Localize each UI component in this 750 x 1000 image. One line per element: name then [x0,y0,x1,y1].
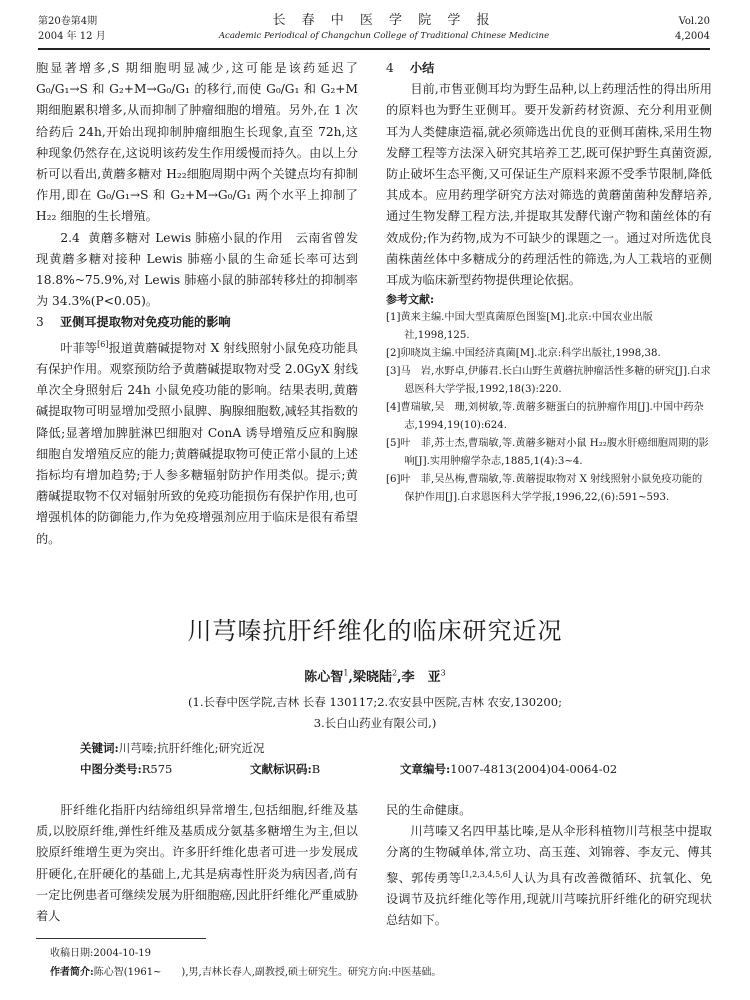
article-body-left [36,800,358,927]
keywords: 川芎嗪;抗肝纤维化;研究近况 [118,741,265,755]
reference-item: [5]叶 菲,苏士杰,曹瑞敏,等.黄蘑多糖对小鼠 H₂₂腹水肝癌细胞周期的影响[J].实用肿瘤学杂志,1885,1(4):3~4. [386,438,709,468]
article-number-label: 文章编号: [400,762,451,776]
section-number: 4 [386,61,394,75]
journal-name [168,12,600,43]
issue-info-left [38,14,106,44]
paragraph: 胞显著增多,S 期细胞明显减少,这可能是该药延迟了 G₀/G₁→S 和 G₂+M→G₀/G₁ 的移行,而使 G₀/G₁ 和 G₂+M 期细胞累积增多,从而抑制了肿瘤细胞的增殖。另外,在 1 次给药后 24h,开始出现抑制肿瘤细胞生长现象,直至 72h,这种现象仍然存在,这说明该药发生作用缓慢而持久。由以上分析可以看出,黄蘑多糖对 H₂₂细胞周期中两个关键点均有抑制作用,即在 G₀/G₁→S 和 G₂+M→G₀/G₁ 两个水平上抑制了 H₂₂ 细胞的生长增殖。 [36,61,358,224]
paragraph: 民的生命健康。 [386,803,472,817]
affiliation-mark: 2 [391,668,398,678]
section-3-heading [36,312,358,333]
journal-title-en: Academic Periodical of Changchun College of Traditional Chinese Medicine [218,31,550,41]
issue-info-right [675,14,710,44]
section-title: 小结 [410,61,435,75]
author-bio [50,963,710,982]
classification-row [80,759,700,780]
paragraph: 目前,市售亚侧耳均为野生品种,以上药理活性的得出所用的原料也为野生亚侧耳。要开发新药材资源、充分利用亚侧耳为人类健康造福,就必须筛选出优良的亚侧耳菌株,采用生物发酵工程等方法深入研究其培养工艺,既可保护野生真菌资源,防止破坏生态平衡,又可保证生产原料来源不受季节限制,降低其成本。应用药理学研究方法对筛选的黄蘑菌菌种发酵培养,通过生物发酵工程方法,并提取其发酵代谢产物和菌丝体的有效成份;作为药物,成为不可缺少的课题之一。通过对所选优良菌株菌丝体中多糖成分的药理活性的筛选,为人工栽培的亚侧耳成为临床新型药物提供理论依据。 [386,82,712,288]
paragraph [386,821,712,931]
journal-title-cn: 长 春 中 医 学 院 学 报 [272,13,496,28]
issue-date: 2004 年 12 月 [38,31,106,42]
prev-article-right-column [386,58,712,507]
author-line: 陈心智$^1$,梁晓陆$^2$,李 亚$^3$ [304,668,446,685]
volume-en: Vol.20 [678,16,710,27]
affiliation-mark: 3 [440,668,446,678]
reference-list [386,309,712,507]
affiliations [0,692,750,734]
clc-number: R575 [141,762,173,776]
section-2-4 [36,228,358,313]
paragraph-text: 人认为具有改善微循环、抗氧化、免设调节及抗纤维化等作用,现就川芎嗪抗肝纤维化的研究现状总结如下。 [386,870,713,928]
reference-item: [4]曹瑞敏,吴 珊,刘树敏,等.黄蘑多糖蛋白的抗肿瘤作用[J].中国中药杂志,1994,19(10):624. [386,402,704,432]
author-name: 陈心智 [304,670,344,685]
affiliation-line: (1.长春中医学院,吉林 长春 130117;2.农安县中医院,吉林 农安,130200; [188,695,562,709]
section-text: 黄蘑多糖对 Lewis 肺癌小鼠的作用 云南省曾发现黄蘑多糖对接种 Lewis 肺癌小鼠的生命延长率可达到 18.8%~75.9%,对 Lewis 肺癌小鼠的肺部转移灶的抑制率为 34.3%(P<0.05)。 [36,230,359,309]
running-header [38,10,710,50]
citation: [6] [97,339,109,349]
article-metadata [80,738,700,780]
section-4-heading [386,58,712,79]
issue-year-en: 4,2004 [675,31,710,42]
footnotes [50,944,710,982]
volume-issue: 第20卷第4期 [38,16,98,27]
footnote-divider [36,938,206,939]
author-bio-label: 作者简介: [50,967,94,978]
paragraph-text: 报道黄蘑碱提物对 X 射线照射小鼠免疫功能具有保护作用。观察预防给予黄蘑碱提取物对受 2.0GyX 射线单次全身照射后 24h 小鼠免疫功能的影响。结果表明,黄蘑碱提取物可明显增加受照小鼠脾、胸腺细胞数,减轻其指数的降低;显著增加脾脏淋巴细胞对 ConA 诱导增殖反应和胸腺细胞自发增殖反应的能力;黄蘑碱提取物可使正常小鼠的上述指标均有增加趋势;于人参多糖辐射防护作用类似。提示;黄蘑碱提取物不仅对辐射所致的免疫功能损伤有保护作用,也可增强机体的防御能力,作为免疫增强剂应用于临床是很有希望的。 [36,340,358,546]
reference-item: [2]卯晓岚主编.中国经济真菌[M].北京:科学出版社,1998,38. [386,348,661,360]
citation: [1,2,3,4,5,6] [461,869,511,879]
article-title: 川芎嗪抗肝纤维化的临床研究近况 [187,617,563,645]
author-bio-text: 陈心智(1961~ ),男,吉林长春人,副教授,硕士研究生。研究方向:中医基础。 [93,967,442,978]
article-number: 1007-4813(2004)04-0064-02 [450,762,618,776]
received-date: 收稿日期:2004-10-19 [50,948,152,959]
section-number: 3 [36,315,44,330]
clc-label: 中图分类号: [80,762,142,776]
paragraph-text: 叶菲等 [60,340,98,355]
section-number: 2.4 [60,230,80,245]
author-name: 李 亚 [401,670,441,685]
keywords-label: 关键词: [80,741,119,755]
paragraph: 肝纤维化指肝内结缔组织异常增生,包括细胞,纤维及基质,以胶原纤维,弹性纤维及基质成分氨基多糖增生为主,但以胶原纤维增生更为突出。许多肝纤维化患者可进一步发展成肝硬化,在肝硬化的基础上,尤其是病毒性肝炎为病因者,尚有一定比例患者可继续发展为肝细胞癌,因此肝纤维化严重威胁着人 [36,803,358,924]
references-heading: 参考文献: [386,293,435,307]
paragraph [36,334,358,550]
author-name: 梁晓陆 [352,670,392,685]
doc-code: B [311,762,321,776]
paragraph-text: 川芎嗪又名四甲基比嗪,是从伞形科植物川芎根茎中提取分离的生物碱单体,常立功、高玉莲、刘锦蓉、李友元、傅其黎、郭传勇等 [386,824,712,885]
keywords-row [80,738,700,759]
article-body-right [386,800,712,931]
reference-item: [3]马 岩,水野卓,伊藤君.长白山野生黄蘑抗肿瘤活性多糖的研究[J].白求恩医科大学学报,1992,18(3):220. [386,366,711,396]
reference-item: [1]黄来主编.中国大型真菌原色图鉴[M].北京:中国农业出版社,1998,125. [386,312,653,342]
doc-code-label: 文献标识码: [250,762,312,776]
reference-item: [6]叶 菲,吴丛梅,曹瑞敏,等.黄蘑提取物对 X 射线照射小鼠免疫功能的保护作用[J].白求恩医科大学学报,1996,22,(6):591~593. [386,474,703,504]
prev-article-left-column [36,58,358,550]
section-title: 亚侧耳提取物对免疫功能的影响 [60,315,231,330]
affiliation-line: 3.长白山药业有限公司,) [313,716,437,730]
affiliation-mark: 1 [343,668,349,678]
